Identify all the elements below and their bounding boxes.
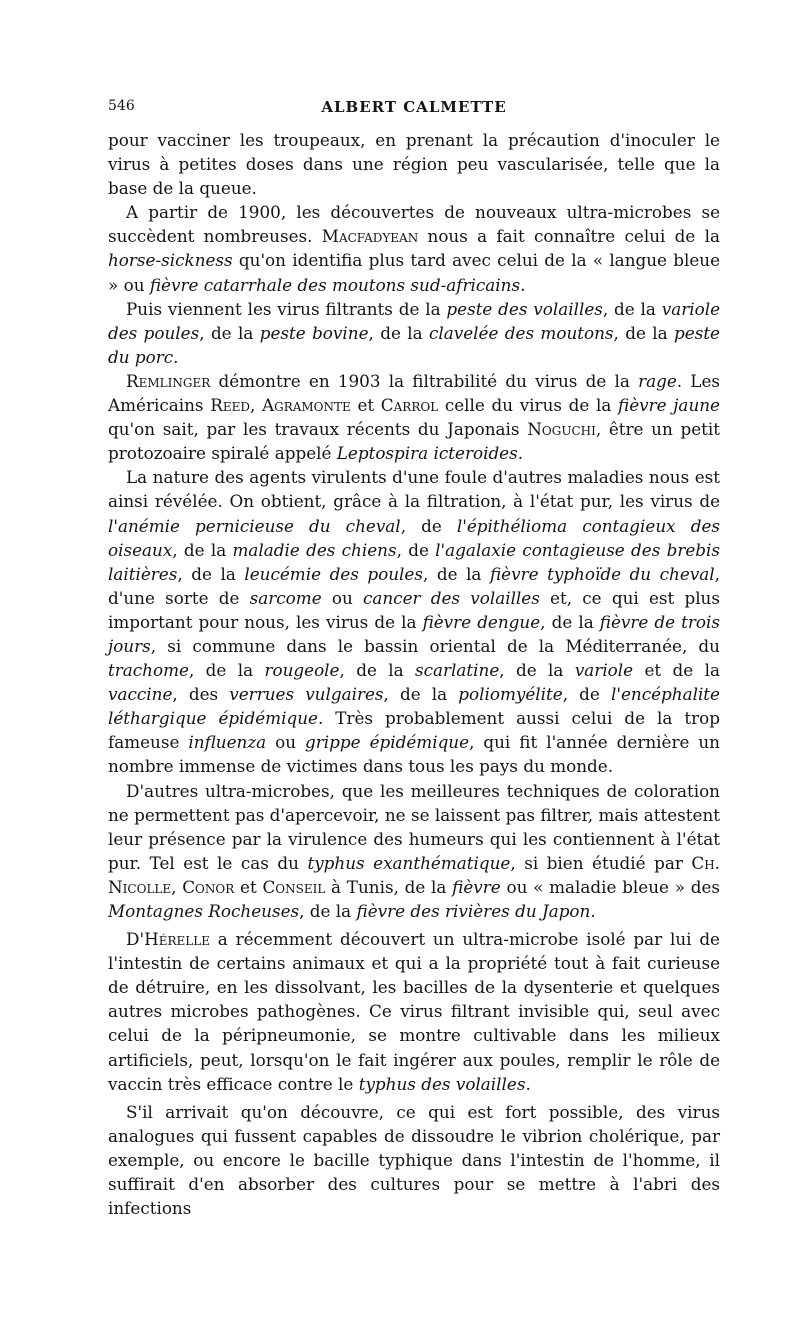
text-run: , de la (540, 611, 600, 632)
disease-name: l'anémie pernicieuse du cheval (108, 515, 401, 536)
disease-name: poliomyélite (458, 684, 563, 705)
body-text (108, 128, 720, 1220)
author-name: Noguchi (527, 419, 596, 440)
text-run: . Les Américains (108, 370, 720, 416)
text-run: , de la (613, 322, 675, 343)
book-page (108, 98, 720, 1220)
text-run: . (520, 274, 526, 295)
disease-name: sarcome (249, 587, 322, 608)
disease-name: fièvre dengue (422, 611, 541, 632)
text-run: . (517, 443, 524, 464)
text-run: démontre en 1903 la filtrabilité du virus de la (210, 370, 639, 391)
disease-name: peste bovine (259, 322, 369, 343)
text-run: ou (266, 732, 306, 753)
text-run: qu'on sait, par les travaux récents du Japonais (108, 419, 528, 440)
text-run: , de (400, 515, 457, 536)
disease-name: rage (638, 370, 677, 391)
text-run: , d'une sorte de (108, 563, 720, 608)
text-run: , de la (188, 660, 265, 681)
text-run: ou « maladie bleue » des (500, 876, 720, 897)
paragraph-3 (108, 297, 720, 369)
text-run: qu'on identifia plus tard avec celui de la « langue bleue » ou (108, 250, 720, 295)
text-run: Puis viennent les virus filtrants de la (126, 298, 447, 319)
disease-name: influenza (188, 732, 267, 753)
author-name: Macfadyean (321, 226, 419, 247)
text-run: . Très probablement aussi celui de la trop fameuse (108, 708, 721, 753)
author-name: Reed (210, 395, 250, 416)
text-run: ou (321, 587, 363, 608)
disease-name: fièvre de trois jours (108, 611, 721, 656)
text-run: et, ce qui est plus important pour nous, les virus de la (108, 587, 720, 632)
text-run: et de la (633, 660, 720, 681)
running-head: ALBERT CALMETTE (321, 98, 507, 116)
text-run: , de (562, 684, 611, 705)
text-run: , de la (602, 298, 662, 319)
disease-name: fièvre (452, 876, 501, 897)
disease-name: scarlatine (415, 660, 500, 681)
paragraph-1 (108, 128, 720, 200)
paragraph-2 (108, 200, 720, 296)
disease-name: trachome (108, 660, 189, 681)
text-run: , de la (299, 901, 357, 921)
disease-name: leucémie des poules (244, 563, 423, 584)
author-name: Remlinger (126, 370, 211, 391)
text-run: . (590, 901, 596, 921)
disease-name: verrues vulgaires (229, 684, 384, 705)
page-header (108, 98, 720, 128)
paragraph-4 (108, 369, 720, 465)
text-run: et (350, 395, 381, 416)
disease-name: fièvre jaune (618, 395, 720, 416)
species-name: Leptospira icteroides (336, 443, 518, 464)
paragraph-5 (108, 465, 720, 778)
text-run: . (173, 346, 179, 367)
disease-name: fièvre des rivières du Japon (356, 901, 591, 921)
text-run: . (525, 1073, 531, 1094)
author-name: Conor (182, 876, 235, 897)
text-run: pour vacciner les troupeaux, en prenant la précaution d'inoculer le virus à petites doses dans une région peu vascularisée, telle que la base de la queue. (108, 130, 720, 199)
disease-name: l'encéphalite léthargique épidémique (108, 684, 720, 729)
text-run: , être un petit protozoaire spiralé appelé (108, 419, 720, 464)
text-run: , de la (383, 684, 459, 705)
text-run: , de (396, 539, 436, 560)
text-run: a récemment découvert un ultra-microbe isolé par lui de l'intestin de certains animaux et qui a la propriété tout à fait curieuse de détruire, en les dissolvant, les bacilles de la dysenterie et quelques autres microbes pathogènes. Ce virus filtrant invisible qui, seul avec celui de la péripneumonie, se montre cultivable dans les milieux artificiels, peut, lorsqu'on le fait ingérer aux poules, remplir le rôle de vaccin très efficace contre le (108, 929, 720, 1094)
text-run: La nature des agents virulents d'une foule d'autres maladies nous est ainsi révélée. On obtient, grâce à la filtration, à l'état pur, les virus de (108, 467, 720, 512)
disease-name: fièvre catarrhale des moutons sud-africains (149, 274, 521, 295)
text-run: , de la (422, 563, 490, 584)
disease-name: grippe épidémique (305, 732, 470, 753)
disease-name: l'agalaxie contagieuse des brebis laitières (108, 539, 720, 584)
disease-name: variole (574, 660, 634, 681)
text-run: A partir de 1900, les découvertes de nouveaux ultra-microbes se succèdent nombreuses. (108, 202, 720, 247)
place-name: Montagnes Rocheuses (108, 901, 300, 921)
text-run: , si commune dans le bassin oriental de la Méditerranée, du (150, 635, 720, 656)
text-run: , de la (339, 660, 416, 681)
disease-name: vaccine (108, 684, 173, 705)
author-name: Carrol (380, 395, 439, 416)
disease-name: peste du porc (108, 322, 720, 367)
text-run: , des (172, 684, 230, 705)
text-run: , de la (177, 563, 245, 584)
disease-name: horse-sickness (108, 250, 233, 271)
text-run: , qui fit l'année dernière un nombre immense de victimes dans tous les pays du monde. (108, 732, 720, 777)
disease-name: peste des volailles (446, 298, 603, 319)
text-run: à Tunis, de la (325, 876, 453, 897)
paragraph-6 (108, 779, 720, 924)
text-run: , de la (499, 660, 575, 681)
text-run: D'autres ultra-microbes, que les meilleures techniques de coloration ne permettent pas d'apercevoir, ne se laissent pas filtrer, mais attestent leur présence par la virulence des humeurs qui les contiennent à l'état pur. Tel est le cas du (108, 780, 720, 873)
author-name: Agramonte (261, 395, 351, 416)
disease-name: typhus des volailles (358, 1073, 526, 1094)
text-run: , si bien étudié par (510, 852, 692, 873)
text-run: S'il arrivait qu'on découvre, ce qui est fort possible, des virus analogues qui fussent capables de dissoudre le vibrion cholérique, par exemple, ou encore le bacille typhique dans l'intestin de l'homme, il suffirait d'en absorber des cultures pour se mettre à l'abri des infections (108, 1101, 720, 1219)
disease-name: cancer des volailles (362, 587, 540, 608)
text-run: nous a fait connaître celui de la (418, 226, 720, 247)
author-name: Conseil (262, 876, 326, 897)
author-name: Ch. Nicolle (108, 852, 720, 897)
text-run: , (249, 395, 262, 416)
paragraph-7 (108, 927, 720, 1096)
disease-name: rougeole (264, 660, 340, 681)
disease-name: clavelée des moutons (429, 322, 614, 343)
author-name: D'Hérelle (126, 929, 210, 950)
text-run: et (234, 876, 263, 897)
disease-name: variole des poules (108, 298, 720, 343)
page-number: 546 (108, 98, 135, 114)
text-run: , de la (199, 322, 260, 343)
text-run: celle du virus de la (438, 395, 619, 416)
disease-name: l'épithélioma contagieux des oiseaux (108, 515, 720, 560)
disease-name: fièvre typhoïde du cheval (489, 563, 715, 584)
paragraph-8 (108, 1100, 720, 1220)
disease-name: maladie des chiens (232, 539, 397, 560)
text-run: , (171, 876, 183, 897)
disease-name: typhus exanthématique (307, 852, 511, 873)
text-run: , de la (368, 322, 429, 343)
text-run: , de la (172, 539, 233, 560)
